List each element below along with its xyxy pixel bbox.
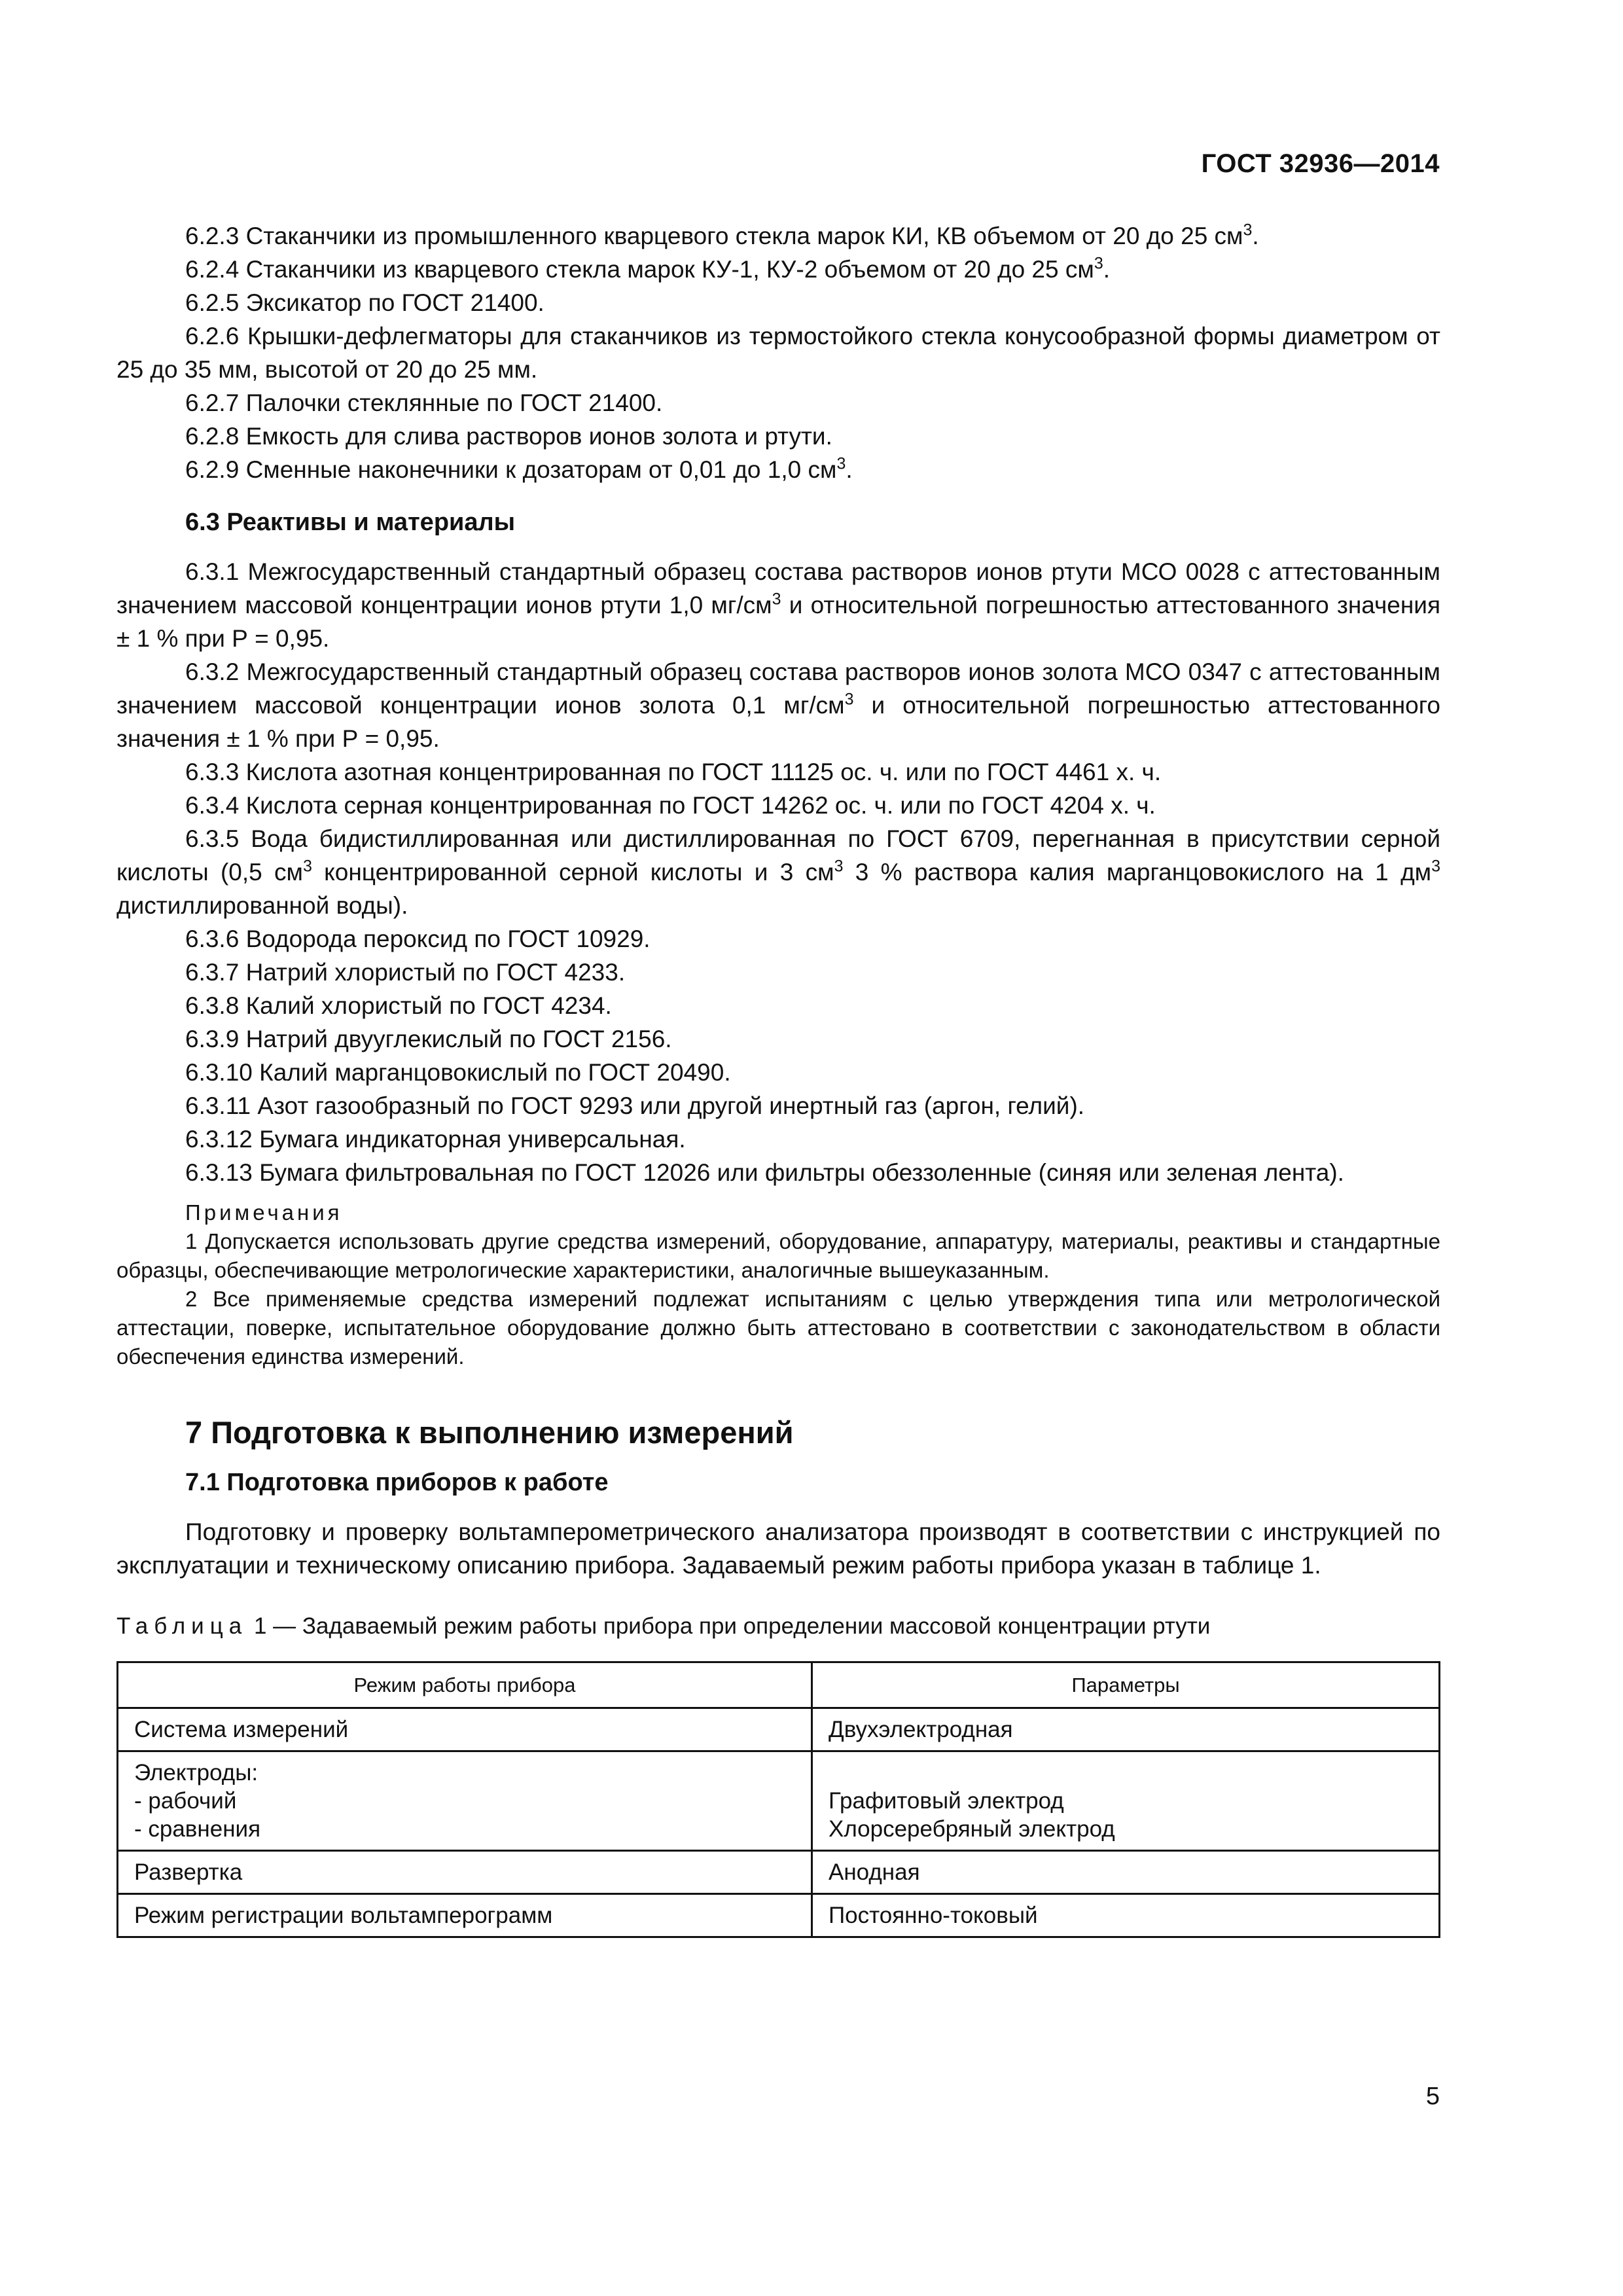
cell-line: - сравнения [134,1816,261,1842]
text-run: 6.3.8 Калий хлористый по ГОСТ 4234. [185,992,612,1019]
section-7-1-paragraph: Подготовку и проверку вольтамперометрического анализатора производят в соответствии с инструкцией по эксплуатации и техническому описанию прибора. Задаваемый режим работы прибора указан в таблице 1. [116,1518,1440,1579]
text-run: . [1252,223,1259,249]
p-6-2-6 [116,319,1440,386]
p-6-3-11 [116,1089,1440,1122]
text-run: 6.3.11 Азот газообразный по ГОСТ 9293 или другой инертный газ (аргон, гелий). [185,1092,1085,1119]
text-run: 6.2.9 Сменные наконечники к дозаторам от 0,01 до 1,0 см [185,456,837,483]
text-run: 6.3.6 Водорода пероксид по ГОСТ 10929. [185,925,651,952]
cell-line: Хлорсеребряный электрод [829,1816,1115,1842]
superscript: 3 [836,454,846,473]
table-row [118,1894,1440,1937]
table-row [118,1751,1440,1851]
table-header-mode: Режим работы прибора [118,1662,812,1708]
text-run: 6.3.4 Кислота серная концентрированная по ГОСТ 14262 ос. ч. или по ГОСТ 4204 х. ч. [185,792,1156,819]
cell-line: Двухэлектродная [829,1717,1013,1742]
cell-line [829,1759,1423,1787]
superscript: 3 [834,857,844,876]
p-6-2-9 [116,453,1440,486]
table-header-params: Параметры [812,1662,1440,1708]
text-run: 6.3.1 Межгосударственный стандартный образец состава растворов ионов ртути МСО 0028 с аттестованным значением массовой концентрации ионов ртути 1,0 мг/см [116,558,1440,619]
note-item-1: 1 Допускается использовать другие средства измерений, оборудование, аппаратуру, материалы, реактивы и стандартные образцы, обеспечивающие метрологические характеристики, аналогичные вышеуказанным. [116,1229,1440,1282]
table-cell-param [812,1851,1440,1894]
note-item-2: 2 Все применяемые средства измерений подлежат испытаниям с целью утверждения типа или метрологической аттестации, поверке, испытательное оборудование должно быть аттестовано в соответствии с законодательством в области обеспечения единства измерений. [116,1287,1440,1369]
p-6-3-13 [116,1156,1440,1189]
document-body [116,219,1440,1938]
table-cell-mode [118,1708,812,1751]
text-run: и относительной погрешностью аттестованного значения ± 1 % при Р = 0,95. [116,692,1440,752]
section-7-1-heading: 7.1 Подготовка приборов к работе [185,1469,609,1496]
cell-line: Постоянно-токовый [829,1903,1038,1928]
text-run: дистиллированной воды). [116,892,408,919]
notes-title: Примечания [185,1200,343,1225]
cell-line: Развертка [134,1859,243,1885]
p-6-3-8 [116,989,1440,1022]
p-6-3-5 [116,822,1440,922]
instrument-mode-table [116,1661,1440,1938]
p-6-2-3 [116,219,1440,253]
text-run: концентрированной серной кислоты и 3 см [312,859,834,886]
text-run: 6.3.5 Вода бидистиллированная или дистиллированная по ГОСТ 6709, перегнанная в присутствии серной кислоты (0,5 см [116,825,1440,886]
text-run: 6.3.12 Бумага индикаторная универсальная. [185,1126,686,1153]
text-run: 6.3.10 Калий марганцовокислый по ГОСТ 20490. [185,1059,731,1086]
text-run: . [846,456,853,483]
section-6-3-heading: 6.3 Реактивы и материалы [185,509,516,536]
p-6-2-8 [116,420,1440,453]
cell-line: Анодная [829,1859,920,1885]
p-6-3-9 [116,1022,1440,1056]
table-cell-mode [118,1894,812,1937]
notes-block [116,1198,1440,1371]
cell-line: Режим регистрации вольтамперограмм [134,1903,553,1928]
cell-line: - рабочий [134,1788,237,1814]
text-run: 6.3.13 Бумага фильтровальная по ГОСТ 12026 или фильтры обеззоленные (синяя или зеленая лента). [185,1159,1344,1186]
text-run: 6.2.6 Крышки-дефлегматоры для стаканчиков из термостойкого стекла конусообразной формы диаметром от 25 до 35 мм, высотой от 20 до 25 мм. [116,323,1440,383]
text-run: 6.2.3 Стаканчики из промышленного кварцевого стекла марок КИ, КВ объемом от 20 до 25 см [185,223,1243,249]
table-body [118,1708,1440,1937]
superscript: 3 [1431,857,1440,876]
table-cell-mode [118,1851,812,1894]
section-6-2-list [116,219,1440,486]
superscript: 3 [844,690,854,709]
text-run: 6.3.2 Межгосударственный стандартный образец состава растворов ионов золота МСО 0347 с аттестованным значением массовой концентрации ионов золота 0,1 мг/см [116,658,1440,719]
section-7-heading: 7 Подготовка к выполнению измерений [185,1415,794,1450]
table-row [118,1851,1440,1894]
section-6-3-list [116,555,1440,1189]
superscript: 3 [1243,221,1253,240]
table-cell-param [812,1751,1440,1851]
text-run: 6.2.7 Палочки стеклянные по ГОСТ 21400. [185,389,663,416]
p-6-3-7 [116,956,1440,989]
p-6-2-5 [116,286,1440,319]
p-6-3-1 [116,555,1440,655]
cell-line: Электроды: [134,1760,259,1785]
cell-line: Система измерений [134,1717,349,1742]
superscript: 3 [772,590,781,609]
table-cell-mode [118,1751,812,1851]
p-6-3-10 [116,1056,1440,1089]
p-6-3-12 [116,1122,1440,1156]
page-number: 5 [1425,2083,1440,2110]
table-header-row [118,1662,1440,1708]
table-caption-label: Таблица [116,1613,248,1639]
superscript: 3 [302,857,312,876]
p-6-3-2 [116,655,1440,755]
table-caption [116,1609,1440,1643]
superscript: 3 [1094,254,1103,273]
p-6-2-7 [116,386,1440,420]
text-run: 6.3.9 Натрий двууглекислый по ГОСТ 2156. [185,1026,672,1052]
table-row [118,1708,1440,1751]
table-caption-text: 1 — Задаваемый режим работы прибора при определении массовой концентрации ртути [253,1613,1211,1639]
p-6-3-6 [116,922,1440,956]
text-run: 3 % раствора калия марганцовокислого на 1 дм [843,859,1432,886]
p-6-3-4 [116,789,1440,822]
p-6-2-4 [116,253,1440,286]
table-cell-param [812,1708,1440,1751]
text-run: 6.2.8 Емкость для слива растворов ионов золота и ртути. [185,423,832,450]
text-run: и относительной погрешностью аттестованного значения ± 1 % при Р = 0,95. [116,592,1441,652]
text-run: 6.3.3 Кислота азотная концентрированная по ГОСТ 11125 ос. ч. или по ГОСТ 4461 х. ч. [185,759,1162,785]
text-run: 6.2.4 Стаканчики из кварцевого стекла марок КУ-1, КУ-2 объемом от 20 до 25 см [185,256,1094,283]
text-run: 6.3.7 Натрий хлористый по ГОСТ 4233. [185,959,626,986]
cell-line: Графитовый электрод [829,1788,1064,1814]
p-6-3-3 [116,755,1440,789]
table-cell-param [812,1894,1440,1937]
text-run: 6.2.5 Эксикатор по ГОСТ 21400. [185,289,544,316]
standard-code: ГОСТ 32936—2014 [1201,149,1440,178]
text-run: . [1103,256,1110,283]
